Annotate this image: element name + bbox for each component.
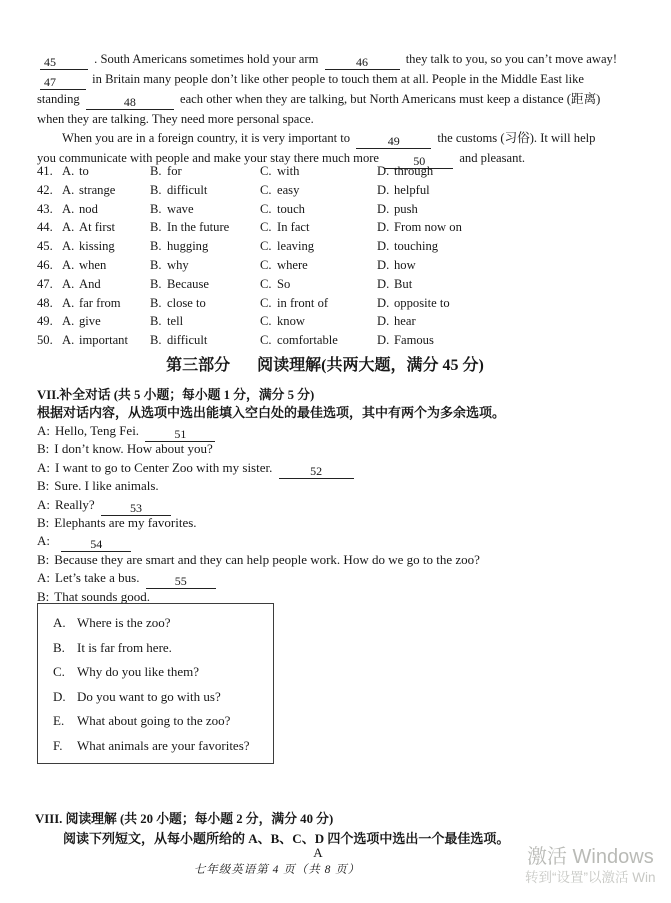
option-letter-b: B. [150,333,162,348]
question-number: 43. [37,201,53,216]
option-letter-a: A. [62,220,75,235]
option-text: with [277,164,300,178]
blank-54: 54 [61,537,131,552]
speaker-label: A: [37,459,50,475]
question-number: 48. [37,295,53,310]
blank-47: 47 [40,75,86,90]
question-row-41 [37,164,641,183]
box-option-b [53,640,273,665]
option-letter-d: D. [377,182,390,197]
cloze-line-1 [37,50,647,70]
blank-48: 48 [86,95,174,110]
option-letter-b: B. [150,239,162,254]
option-letter-b: B. [150,257,162,272]
question-number: 50. [37,333,53,348]
cloze-text: . South Americans sometimes hold your arm [94,52,319,66]
option-letter-b: B. [150,164,162,178]
option-text: to [79,164,89,178]
option-letter: F. [53,737,63,753]
blank-51: 51 [145,427,215,442]
option-letter-c: C. [260,257,272,272]
option-letter-d: D. [377,220,390,235]
question-row-42 [37,183,641,202]
option-letter-c: C. [260,182,272,197]
option-letter-d: D. [377,164,390,178]
option-text: hugging [167,239,209,254]
dialogue-line [37,441,480,459]
blank-53: 53 [101,501,171,516]
option-letter: D. [53,688,66,704]
option-text: know [277,314,305,329]
windows-activation-watermark-subtitle: 转到“设置”以激活 Win [525,870,656,885]
option-text: But [394,276,413,291]
option-letter-a: A. [62,239,75,254]
option-text: give [79,314,101,329]
option-letter-c: C. [260,220,272,235]
option-text: Where is the zoo? [77,615,171,630]
option-text: when [79,257,107,272]
option-letter: C. [53,664,65,680]
dialogue-line [37,570,480,588]
windows-activation-watermark-title: 激活 Windows [527,846,654,868]
option-letter-a: A. [62,257,75,272]
speaker-label: A: [37,496,50,512]
question-row-46 [37,258,641,277]
question-number: 45. [37,239,53,254]
cloze-text: each other when they are talking, but North Americans must keep a distance (距离) [180,92,601,106]
option-letter-d: D. [377,201,390,216]
cloze-text: they talk to you, so you can’t move away! [405,52,618,66]
dialogue-line [37,533,480,551]
cloze-text: you communicate with people and make your stay there much more [37,150,380,165]
option-letter-a: A. [62,333,75,348]
option-letter-c: C. [260,333,272,348]
option-letter-b: B. [150,201,162,216]
cloze-text: standing [37,92,80,106]
dialogue-text: Hello, Teng Fei. [55,423,140,438]
part3-header [37,352,613,375]
cloze-text: and pleasant. [459,150,526,165]
option-text: tell [167,314,184,329]
dialogue-line [37,478,480,496]
speaker-label: A: [37,533,50,549]
speaker-label: B: [37,478,50,494]
option-letter-a: A. [62,182,75,197]
option-letter-a: A. [62,201,75,216]
cloze-passage [37,50,647,169]
option-text: kissing [79,239,115,254]
dialogue-line [37,423,480,441]
cloze-line-4 [37,110,647,129]
section7-header: VII.补全对话 (共 5 小题；每小题 1 分，满分 5 分) [37,388,315,402]
option-text: What animals are your favorites? [77,737,250,753]
cloze-line-5 [37,129,647,149]
option-text: difficult [167,182,208,197]
box-option-e [53,713,273,738]
option-letter-d: D. [377,295,390,310]
option-letter-b: B. [150,295,162,310]
dialogue-text: Elephants are my favorites. [54,514,197,530]
option-text: close to [167,295,206,310]
speaker-label: A: [37,570,50,586]
option-letter-d: D. [377,333,390,348]
speaker-label: B: [37,441,50,457]
cloze-text: when they are talking. They need more personal space. [37,112,314,126]
box-option-c [53,664,273,689]
dialogue-text: I want to go to Center Zoo with my sister. [55,459,273,475]
part3-label: 第三部分 [166,357,231,374]
part3-title: 阅读理解(共两大题，满分 45 分) [257,357,484,374]
question-row-47 [37,277,641,296]
question-row-49 [37,314,641,333]
option-text: difficult [167,333,208,348]
option-text: hear [394,314,416,329]
speaker-label: B: [37,588,50,604]
option-letter: B. [53,639,65,655]
question-row-45 [37,239,641,258]
blank-45: 45 [40,55,88,70]
question-number: 46. [37,257,53,272]
option-letter-a: A. [62,164,75,178]
question-number: 42. [37,182,53,197]
option-letter-c: C. [260,201,272,216]
question-number: 44. [37,220,53,235]
dialogue-line [37,552,480,570]
option-text: strange [79,182,116,197]
option-text: leaving [277,239,315,254]
option-text: why [167,257,189,272]
dialogue-text: Sure. I like animals. [54,478,159,494]
option-text: So [277,276,291,291]
option-letter: A. [53,615,66,630]
option-letter-a: A. [62,314,75,329]
box-option-d [53,689,273,714]
option-letter: E. [53,713,65,729]
dialogue-text: I don’t know. How about you? [54,441,213,457]
cloze-line-2 [37,70,647,90]
questions-41-50 [37,164,641,352]
option-text: It is far from here. [77,639,172,655]
speaker-label: B: [37,514,50,530]
option-text: nod [79,201,98,216]
passage-label: A [313,845,323,860]
option-letter-b: B. [150,276,162,291]
dialogue-text: Let’s take a bus. [55,570,140,586]
blank-55: 55 [146,574,216,589]
speaker-label: B: [37,551,50,567]
option-letter-a: A. [62,276,75,291]
dialogue-line [37,497,480,515]
option-letter-d: D. [377,314,390,329]
option-text: in front of [277,295,329,310]
blank-50: 50 [385,154,453,169]
option-text: Because [167,276,209,291]
option-letter-d: D. [377,276,390,291]
option-text: Famous [394,333,434,348]
option-letter-a: A. [62,295,75,310]
option-text: In fact [277,220,310,235]
cloze-text: in Britain many people don’t like other people to touch them at all. People in the Middle East like [92,72,585,86]
option-letter-c: C. [260,295,272,310]
option-text: At first [79,220,116,235]
option-text: Do you want to go with us? [77,688,221,704]
option-text: where [277,257,308,272]
question-number: 47. [37,276,53,291]
option-text: for [167,164,182,178]
dialogue-text: That sounds good. [54,588,150,604]
option-text: What about going to the zoo? [77,713,231,729]
option-letter-b: B. [150,220,162,235]
option-text: comfortable [277,333,338,348]
option-text: through [394,164,434,178]
option-text: opposite to [394,295,450,310]
option-text: push [394,201,418,216]
option-letter-c: C. [260,239,272,254]
option-letter-d: D. [377,257,390,272]
blank-52: 52 [279,464,354,479]
dialogue-block [37,423,480,607]
option-letter-d: D. [377,239,390,254]
question-row-50 [37,333,641,352]
option-letter-b: B. [150,182,162,197]
section8-instruction: 阅读下列短文，从每小题所给的 A、B、C、D 四个选项中选出一个最佳选项。 [63,831,510,846]
question-row-43 [37,202,641,221]
box-option-a [53,615,273,640]
options-box [37,603,274,764]
cloze-text: the customs (习俗). It will help [437,130,596,145]
question-number: 41. [37,164,53,178]
question-row-44 [37,220,641,239]
option-text: wave [167,201,194,216]
cloze-line-3 [37,90,647,110]
option-letter-b: B. [150,314,162,329]
option-letter-c: C. [260,164,272,178]
option-text: And [79,276,101,291]
question-row-48 [37,296,641,315]
option-text: how [394,257,416,272]
dialogue-line [37,515,480,533]
dialogue-line [37,460,480,478]
option-text: Why do you like them? [77,664,200,680]
cloze-text: When you are in a foreign country, it is very important to [62,130,351,145]
option-text: touching [394,239,439,254]
option-text: easy [277,182,300,197]
option-text: far from [79,295,121,310]
box-option-f [53,738,273,763]
question-number: 49. [37,314,53,329]
section8-header: VIII. 阅读理解 (共 20 小题；每小题 2 分，满分 40 分) [35,812,334,826]
option-letter-c: C. [260,276,272,291]
section7-instruction: 根据对话内容，从选项中选出能填入空白处的最佳选项，其中有两个为多余选项。 [37,405,506,420]
option-letter-c: C. [260,314,272,329]
dialogue-text: Really? [55,496,95,512]
page-footer: 七年级英语第 4 页（共 8 页） [193,864,361,876]
blank-49: 49 [356,134,431,149]
option-text: In the future [167,220,230,235]
option-text: From now on [394,220,462,235]
option-text: helpful [394,182,430,197]
dialogue-text: Because they are smart and they can help people work. How do we go to the zoo? [54,551,480,567]
speaker-label: A: [37,423,50,438]
option-text: touch [277,201,305,216]
blank-46: 46 [325,55,400,70]
option-text: important [79,333,128,348]
